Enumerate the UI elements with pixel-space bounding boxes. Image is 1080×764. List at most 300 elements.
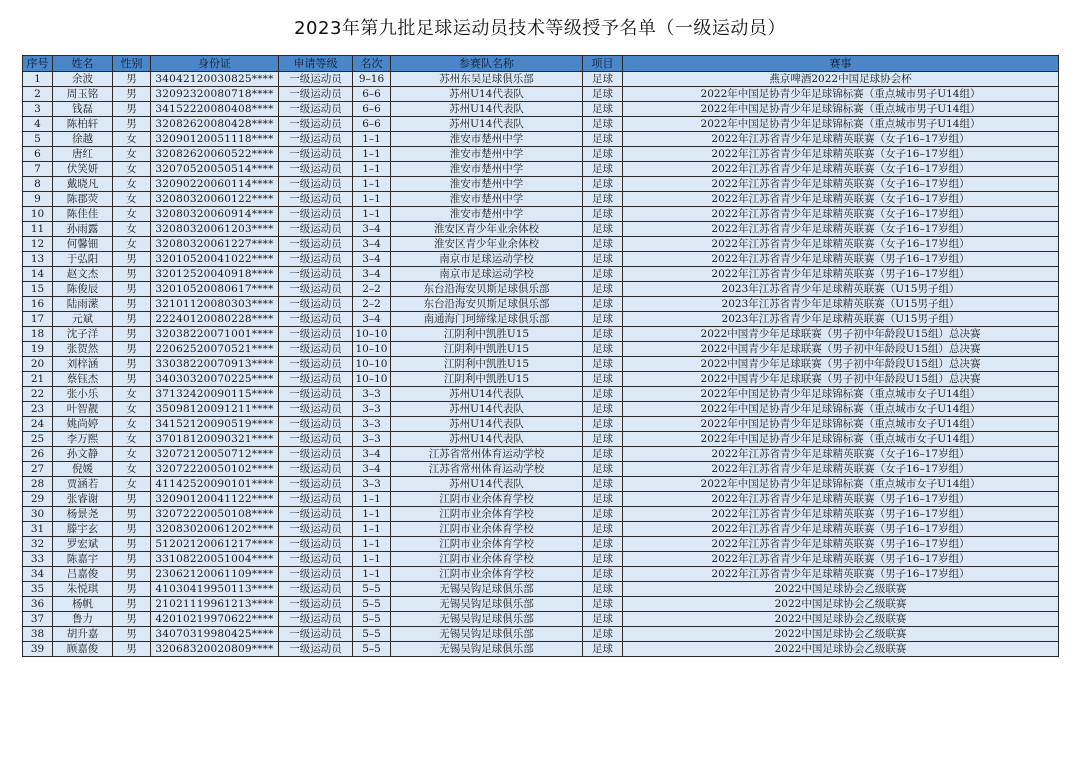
id-number-cell: 34042120030825**** bbox=[151, 72, 279, 87]
sport-cell: 足球 bbox=[583, 72, 623, 87]
serial-cell: 33 bbox=[23, 552, 53, 567]
id-number-cell: 32082620060522**** bbox=[151, 147, 279, 162]
grade-cell: 一级运动员 bbox=[279, 372, 353, 387]
team-cell: 江阴利中凯胜U15 bbox=[391, 357, 583, 372]
table-row bbox=[23, 612, 1059, 627]
sport-cell: 足球 bbox=[583, 207, 623, 222]
name-cell: 杨帆 bbox=[53, 597, 113, 612]
event-cell: 2022年江苏省青少年足球精英联赛（女子16–17岁组） bbox=[623, 177, 1059, 192]
table-body bbox=[23, 72, 1059, 657]
serial-cell: 20 bbox=[23, 357, 53, 372]
serial-cell: 31 bbox=[23, 522, 53, 537]
serial-cell: 12 bbox=[23, 237, 53, 252]
gender-cell: 男 bbox=[113, 507, 151, 522]
event-cell: 2022年中国足协青少年足球锦标赛（重点城市女子U14组） bbox=[623, 387, 1059, 402]
ranking-cell: 1–1 bbox=[353, 522, 391, 537]
name-cell: 倪媛 bbox=[53, 462, 113, 477]
id-number-cell: 32090120051118**** bbox=[151, 132, 279, 147]
gender-cell: 男 bbox=[113, 282, 151, 297]
name-cell: 钱磊 bbox=[53, 102, 113, 117]
event-cell: 2022年中国足协青少年足球锦标赛（重点城市男子U14组） bbox=[623, 87, 1059, 102]
team-cell: 淮安市楚州中学 bbox=[391, 162, 583, 177]
event-cell: 2022年江苏省青少年足球精英联赛（女子16–17岁组） bbox=[623, 207, 1059, 222]
table-row bbox=[23, 402, 1059, 417]
team-cell: 苏州东吴足球俱乐部 bbox=[391, 72, 583, 87]
name-cell: 胡升嘉 bbox=[53, 627, 113, 642]
grade-cell: 一级运动员 bbox=[279, 297, 353, 312]
ranking-cell: 3–4 bbox=[353, 222, 391, 237]
table-row bbox=[23, 237, 1059, 252]
ranking-cell: 3–3 bbox=[353, 432, 391, 447]
gender-cell: 女 bbox=[113, 162, 151, 177]
sport-cell: 足球 bbox=[583, 447, 623, 462]
name-cell: 戴晓凡 bbox=[53, 177, 113, 192]
serial-cell: 21 bbox=[23, 372, 53, 387]
gender-cell: 男 bbox=[113, 537, 151, 552]
ranking-cell: 3–4 bbox=[353, 447, 391, 462]
ranking-cell: 3–4 bbox=[353, 312, 391, 327]
sport-cell: 足球 bbox=[583, 87, 623, 102]
event-cell: 2022年中国足协青少年足球锦标赛（重点城市男子U14组） bbox=[623, 117, 1059, 132]
grade-cell: 一级运动员 bbox=[279, 177, 353, 192]
gender-cell: 女 bbox=[113, 177, 151, 192]
id-number-cell: 32072220050102**** bbox=[151, 462, 279, 477]
table-row bbox=[23, 387, 1059, 402]
event-cell: 2022年江苏省青少年足球精英联赛（男子16–17岁组） bbox=[623, 552, 1059, 567]
id-number-cell: 41030419950113**** bbox=[151, 582, 279, 597]
event-cell: 2022中国青少年足球联赛（男子初中年龄段U15组）总决赛 bbox=[623, 342, 1059, 357]
ranking-cell: 10–10 bbox=[353, 342, 391, 357]
page-title: 2023年第九批足球运动员技术等级授予名单（一级运动员） bbox=[294, 18, 786, 39]
ranking-cell: 1–1 bbox=[353, 552, 391, 567]
ranking-cell: 5–5 bbox=[353, 582, 391, 597]
serial-cell: 32 bbox=[23, 537, 53, 552]
name-cell: 贾涵若 bbox=[53, 477, 113, 492]
event-cell: 2022中国足球协会乙级联赛 bbox=[623, 582, 1059, 597]
sport-cell: 足球 bbox=[583, 552, 623, 567]
gender-cell: 男 bbox=[113, 252, 151, 267]
name-cell: 沈子洋 bbox=[53, 327, 113, 342]
gender-cell: 男 bbox=[113, 297, 151, 312]
serial-cell: 8 bbox=[23, 177, 53, 192]
id-number-cell: 34030320070225**** bbox=[151, 372, 279, 387]
event-cell: 燕京啤酒2022中国足球协会杯 bbox=[623, 72, 1059, 87]
grade-cell: 一级运动员 bbox=[279, 327, 353, 342]
sport-cell: 足球 bbox=[583, 282, 623, 297]
team-cell: 苏州U14代表队 bbox=[391, 402, 583, 417]
grade-cell: 一级运动员 bbox=[279, 147, 353, 162]
team-cell: 淮安市楚州中学 bbox=[391, 192, 583, 207]
ranking-cell: 1–1 bbox=[353, 537, 391, 552]
serial-cell: 13 bbox=[23, 252, 53, 267]
event-cell: 2022中国足球协会乙级联赛 bbox=[623, 642, 1059, 657]
id-number-cell: 33038220070913**** bbox=[151, 357, 279, 372]
ranking-cell: 2–2 bbox=[353, 297, 391, 312]
id-number-cell: 32080320060122**** bbox=[151, 192, 279, 207]
grade-cell: 一级运动员 bbox=[279, 342, 353, 357]
ranking-cell: 5–5 bbox=[353, 597, 391, 612]
gender-cell: 男 bbox=[113, 102, 151, 117]
event-cell: 2022年中国足协青少年足球锦标赛（重点城市女子U14组） bbox=[623, 477, 1059, 492]
event-cell: 2022年江苏省青少年足球精英联赛（女子16–17岁组） bbox=[623, 237, 1059, 252]
serial-cell: 11 bbox=[23, 222, 53, 237]
id-number-cell: 35098120091211**** bbox=[151, 402, 279, 417]
event-cell: 2022年江苏省青少年足球精英联赛（男子16–17岁组） bbox=[623, 252, 1059, 267]
table-row bbox=[23, 207, 1059, 222]
event-cell: 2022年江苏省青少年足球精英联赛（男子16–17岁组） bbox=[623, 522, 1059, 537]
gender-cell: 女 bbox=[113, 432, 151, 447]
table-row bbox=[23, 102, 1059, 117]
serial-cell: 29 bbox=[23, 492, 53, 507]
gender-cell: 女 bbox=[113, 222, 151, 237]
table-row bbox=[23, 582, 1059, 597]
table-row bbox=[23, 297, 1059, 312]
sport-cell: 足球 bbox=[583, 477, 623, 492]
table-row bbox=[23, 312, 1059, 327]
sport-cell: 足球 bbox=[583, 537, 623, 552]
event-cell: 2022年江苏省青少年足球精英联赛（男子16–17岁组） bbox=[623, 492, 1059, 507]
sport-cell: 足球 bbox=[583, 627, 623, 642]
grade-cell: 一级运动员 bbox=[279, 402, 353, 417]
grade-cell: 一级运动员 bbox=[279, 597, 353, 612]
grade-cell: 一级运动员 bbox=[279, 582, 353, 597]
id-number-cell: 32080320061203**** bbox=[151, 222, 279, 237]
table-row bbox=[23, 87, 1059, 102]
gender-cell: 男 bbox=[113, 612, 151, 627]
ranking-cell: 5–5 bbox=[353, 642, 391, 657]
sport-cell: 足球 bbox=[583, 327, 623, 342]
grade-cell: 一级运动员 bbox=[279, 447, 353, 462]
event-cell: 2022年中国足协青少年足球锦标赛（重点城市女子U14组） bbox=[623, 402, 1059, 417]
ranking-cell: 6–6 bbox=[353, 117, 391, 132]
sport-cell: 足球 bbox=[583, 237, 623, 252]
name-cell: 孙文静 bbox=[53, 447, 113, 462]
grade-cell: 一级运动员 bbox=[279, 507, 353, 522]
team-cell: 无锡吴钩足球俱乐部 bbox=[391, 597, 583, 612]
name-cell: 叶智靓 bbox=[53, 402, 113, 417]
id-number-cell: 32080320061227**** bbox=[151, 237, 279, 252]
grade-cell: 一级运动员 bbox=[279, 537, 353, 552]
id-number-cell: 22240120080228**** bbox=[151, 312, 279, 327]
serial-cell: 9 bbox=[23, 192, 53, 207]
grade-cell: 一级运动员 bbox=[279, 207, 353, 222]
sport-cell: 足球 bbox=[583, 582, 623, 597]
name-cell: 陆雨潆 bbox=[53, 297, 113, 312]
team-cell: 南京市足球运动学校 bbox=[391, 252, 583, 267]
ranking-cell: 1–1 bbox=[353, 507, 391, 522]
id-number-cell: 32090120041122**** bbox=[151, 492, 279, 507]
name-cell: 张贺然 bbox=[53, 342, 113, 357]
serial-cell: 30 bbox=[23, 507, 53, 522]
event-cell: 2022年江苏省青少年足球精英联赛（女子16–17岁组） bbox=[623, 132, 1059, 147]
grade-cell: 一级运动员 bbox=[279, 222, 353, 237]
gender-cell: 男 bbox=[113, 552, 151, 567]
grade-cell: 一级运动员 bbox=[279, 117, 353, 132]
sport-cell: 足球 bbox=[583, 357, 623, 372]
name-cell: 刘梓涵 bbox=[53, 357, 113, 372]
table-row bbox=[23, 447, 1059, 462]
serial-cell: 15 bbox=[23, 282, 53, 297]
sport-cell: 足球 bbox=[583, 102, 623, 117]
serial-cell: 36 bbox=[23, 597, 53, 612]
id-number-cell: 32068320020809**** bbox=[151, 642, 279, 657]
id-number-cell: 42010219970622**** bbox=[151, 612, 279, 627]
serial-cell: 14 bbox=[23, 267, 53, 282]
sport-cell: 足球 bbox=[583, 462, 623, 477]
serial-cell: 26 bbox=[23, 447, 53, 462]
serial-cell: 5 bbox=[23, 132, 53, 147]
table-row bbox=[23, 462, 1059, 477]
sport-cell: 足球 bbox=[583, 387, 623, 402]
event-cell: 2022中国足球协会乙级联赛 bbox=[623, 597, 1059, 612]
sport-cell: 足球 bbox=[583, 597, 623, 612]
header-ranking: 名次 bbox=[353, 56, 391, 72]
name-cell: 罗宏斌 bbox=[53, 537, 113, 552]
table-row bbox=[23, 252, 1059, 267]
serial-cell: 35 bbox=[23, 582, 53, 597]
name-cell: 陈嘉宇 bbox=[53, 552, 113, 567]
event-cell: 2022年江苏省青少年足球精英联赛（男子16–17岁组） bbox=[623, 567, 1059, 582]
table-row bbox=[23, 372, 1059, 387]
gender-cell: 男 bbox=[113, 597, 151, 612]
table-row bbox=[23, 222, 1059, 237]
id-number-cell: 32072220050108**** bbox=[151, 507, 279, 522]
grade-cell: 一级运动员 bbox=[279, 87, 353, 102]
team-cell: 东台沿海安贝斯足球俱乐部 bbox=[391, 297, 583, 312]
gender-cell: 男 bbox=[113, 87, 151, 102]
name-cell: 滕宇玄 bbox=[53, 522, 113, 537]
name-cell: 蔡钰杰 bbox=[53, 372, 113, 387]
name-cell: 姚尚婷 bbox=[53, 417, 113, 432]
grade-cell: 一级运动员 bbox=[279, 267, 353, 282]
event-cell: 2022年江苏省青少年足球精英联赛（女子16–17岁组） bbox=[623, 462, 1059, 477]
id-number-cell: 32083020061202**** bbox=[151, 522, 279, 537]
id-number-cell: 34070319980425**** bbox=[151, 627, 279, 642]
sport-cell: 足球 bbox=[583, 612, 623, 627]
grade-cell: 一级运动员 bbox=[279, 492, 353, 507]
grade-cell: 一级运动员 bbox=[279, 462, 353, 477]
event-cell: 2022年江苏省青少年足球精英联赛（女子16–17岁组） bbox=[623, 222, 1059, 237]
serial-cell: 39 bbox=[23, 642, 53, 657]
ranking-cell: 1–1 bbox=[353, 177, 391, 192]
ranking-cell: 10–10 bbox=[353, 372, 391, 387]
sport-cell: 足球 bbox=[583, 177, 623, 192]
team-cell: 苏州U14代表队 bbox=[391, 432, 583, 447]
gender-cell: 女 bbox=[113, 387, 151, 402]
table-row bbox=[23, 432, 1059, 447]
id-number-cell: 34152220080408**** bbox=[151, 102, 279, 117]
name-cell: 陈郡荧 bbox=[53, 192, 113, 207]
team-cell: 江阴市业余体育学校 bbox=[391, 552, 583, 567]
team-cell: 江阴市业余体育学校 bbox=[391, 537, 583, 552]
gender-cell: 女 bbox=[113, 207, 151, 222]
header-gender: 性别 bbox=[113, 56, 151, 72]
table-row bbox=[23, 537, 1059, 552]
id-number-cell: 32010520080617**** bbox=[151, 282, 279, 297]
team-cell: 无锡吴钩足球俱乐部 bbox=[391, 582, 583, 597]
serial-cell: 1 bbox=[23, 72, 53, 87]
team-cell: 江阴市业余体育学校 bbox=[391, 522, 583, 537]
table-header-row bbox=[23, 56, 1059, 72]
table-row bbox=[23, 417, 1059, 432]
gender-cell: 男 bbox=[113, 312, 151, 327]
event-cell: 2022年江苏省青少年足球精英联赛（女子16–17岁组） bbox=[623, 192, 1059, 207]
table-row bbox=[23, 627, 1059, 642]
name-cell: 张小乐 bbox=[53, 387, 113, 402]
ranking-cell: 6–6 bbox=[353, 87, 391, 102]
sport-cell: 足球 bbox=[583, 492, 623, 507]
sport-cell: 足球 bbox=[583, 567, 623, 582]
serial-cell: 19 bbox=[23, 342, 53, 357]
serial-cell: 18 bbox=[23, 327, 53, 342]
grade-cell: 一级运动员 bbox=[279, 102, 353, 117]
ranking-cell: 1–1 bbox=[353, 492, 391, 507]
name-cell: 余波 bbox=[53, 72, 113, 87]
event-cell: 2022年江苏省青少年足球精英联赛（男子16–17岁组） bbox=[623, 267, 1059, 282]
table-row bbox=[23, 267, 1059, 282]
event-cell: 2023年江苏省青少年足球精英联赛（U15男子组） bbox=[623, 282, 1059, 297]
name-cell: 于弘阳 bbox=[53, 252, 113, 267]
gender-cell: 女 bbox=[113, 462, 151, 477]
grade-cell: 一级运动员 bbox=[279, 357, 353, 372]
ranking-cell: 1–1 bbox=[353, 207, 391, 222]
team-cell: 淮安市楚州中学 bbox=[391, 147, 583, 162]
id-number-cell: 32092320080718**** bbox=[151, 87, 279, 102]
gender-cell: 男 bbox=[113, 72, 151, 87]
table-row bbox=[23, 282, 1059, 297]
id-number-cell: 32090220060114**** bbox=[151, 177, 279, 192]
sport-cell: 足球 bbox=[583, 507, 623, 522]
gender-cell: 女 bbox=[113, 147, 151, 162]
name-cell: 赵文杰 bbox=[53, 267, 113, 282]
id-number-cell: 37132420090115**** bbox=[151, 387, 279, 402]
grade-cell: 一级运动员 bbox=[279, 552, 353, 567]
ranking-cell: 10–10 bbox=[353, 357, 391, 372]
team-cell: 江苏省常州体育运动学校 bbox=[391, 447, 583, 462]
team-cell: 苏州U14代表队 bbox=[391, 102, 583, 117]
id-number-cell: 32082620080428**** bbox=[151, 117, 279, 132]
ranking-cell: 10–10 bbox=[353, 327, 391, 342]
team-cell: 淮安市楚州中学 bbox=[391, 132, 583, 147]
id-number-cell: 22062520070521**** bbox=[151, 342, 279, 357]
table-row bbox=[23, 567, 1059, 582]
header-team: 参赛队名称 bbox=[391, 56, 583, 72]
table-row bbox=[23, 342, 1059, 357]
event-cell: 2022中国足球协会乙级联赛 bbox=[623, 612, 1059, 627]
gender-cell: 男 bbox=[113, 327, 151, 342]
ranking-cell: 9–16 bbox=[353, 72, 391, 87]
id-number-cell: 32101120080303**** bbox=[151, 297, 279, 312]
sport-cell: 足球 bbox=[583, 372, 623, 387]
gender-cell: 男 bbox=[113, 627, 151, 642]
grade-cell: 一级运动员 bbox=[279, 567, 353, 582]
id-number-cell: 32010520041022**** bbox=[151, 252, 279, 267]
ranking-cell: 6–6 bbox=[353, 102, 391, 117]
team-cell: 南通海门珂缔缘足球俱乐部 bbox=[391, 312, 583, 327]
team-cell: 苏州U14代表队 bbox=[391, 477, 583, 492]
header-grade: 申请等级 bbox=[279, 56, 353, 72]
serial-cell: 23 bbox=[23, 402, 53, 417]
table-row bbox=[23, 552, 1059, 567]
id-number-cell: 51202120061217**** bbox=[151, 537, 279, 552]
ranking-cell: 1–1 bbox=[353, 192, 391, 207]
sport-cell: 足球 bbox=[583, 147, 623, 162]
ranking-cell: 3–4 bbox=[353, 462, 391, 477]
serial-cell: 17 bbox=[23, 312, 53, 327]
team-cell: 淮安市楚州中学 bbox=[391, 207, 583, 222]
header-id-number: 身份证 bbox=[151, 56, 279, 72]
gender-cell: 男 bbox=[113, 642, 151, 657]
grade-cell: 一级运动员 bbox=[279, 72, 353, 87]
team-cell: 苏州U14代表队 bbox=[391, 87, 583, 102]
grade-cell: 一级运动员 bbox=[279, 612, 353, 627]
name-cell: 陈柏轩 bbox=[53, 117, 113, 132]
table-row bbox=[23, 507, 1059, 522]
event-cell: 2022年中国足协青少年足球锦标赛（重点城市男子U14组） bbox=[623, 102, 1059, 117]
id-number-cell: 32038220071001**** bbox=[151, 327, 279, 342]
sport-cell: 足球 bbox=[583, 312, 623, 327]
team-cell: 江阴利中凯胜U15 bbox=[391, 327, 583, 342]
sport-cell: 足球 bbox=[583, 402, 623, 417]
team-cell: 苏州U14代表队 bbox=[391, 417, 583, 432]
gender-cell: 女 bbox=[113, 192, 151, 207]
grade-cell: 一级运动员 bbox=[279, 282, 353, 297]
ranking-cell: 5–5 bbox=[353, 627, 391, 642]
team-cell: 江苏省常州体育运动学校 bbox=[391, 462, 583, 477]
name-cell: 顾嘉俊 bbox=[53, 642, 113, 657]
athlete-roster-table bbox=[22, 55, 1059, 657]
name-cell: 周玉铭 bbox=[53, 87, 113, 102]
name-cell: 吕嘉俊 bbox=[53, 567, 113, 582]
ranking-cell: 3–4 bbox=[353, 252, 391, 267]
team-cell: 无锡吴钩足球俱乐部 bbox=[391, 627, 583, 642]
header-sport: 项目 bbox=[583, 56, 623, 72]
id-number-cell: 32072120050712**** bbox=[151, 447, 279, 462]
sport-cell: 足球 bbox=[583, 432, 623, 447]
name-cell: 唐红 bbox=[53, 147, 113, 162]
serial-cell: 3 bbox=[23, 102, 53, 117]
ranking-cell: 1–1 bbox=[353, 567, 391, 582]
team-cell: 淮安区青少年业余体校 bbox=[391, 222, 583, 237]
gender-cell: 女 bbox=[113, 447, 151, 462]
ranking-cell: 1–1 bbox=[353, 147, 391, 162]
sport-cell: 足球 bbox=[583, 162, 623, 177]
ranking-cell: 3–4 bbox=[353, 237, 391, 252]
table-row bbox=[23, 492, 1059, 507]
event-cell: 2022中国青少年足球联赛（男子初中年龄段U15组）总决赛 bbox=[623, 327, 1059, 342]
serial-cell: 24 bbox=[23, 417, 53, 432]
table-row bbox=[23, 177, 1059, 192]
grade-cell: 一级运动员 bbox=[279, 432, 353, 447]
gender-cell: 男 bbox=[113, 117, 151, 132]
gender-cell: 男 bbox=[113, 582, 151, 597]
gender-cell: 男 bbox=[113, 267, 151, 282]
table-row bbox=[23, 147, 1059, 162]
gender-cell: 女 bbox=[113, 132, 151, 147]
id-number-cell: 41142520090101**** bbox=[151, 477, 279, 492]
team-cell: 江阴市业余体育学校 bbox=[391, 567, 583, 582]
header-event: 赛事 bbox=[623, 56, 1059, 72]
sport-cell: 足球 bbox=[583, 252, 623, 267]
grade-cell: 一级运动员 bbox=[279, 522, 353, 537]
name-cell: 陈俊辰 bbox=[53, 282, 113, 297]
name-cell: 元斌 bbox=[53, 312, 113, 327]
event-cell: 2022年中国足协青少年足球锦标赛（重点城市女子U14组） bbox=[623, 417, 1059, 432]
grade-cell: 一级运动员 bbox=[279, 417, 353, 432]
name-cell: 张睿谢 bbox=[53, 492, 113, 507]
sport-cell: 足球 bbox=[583, 417, 623, 432]
sport-cell: 足球 bbox=[583, 132, 623, 147]
